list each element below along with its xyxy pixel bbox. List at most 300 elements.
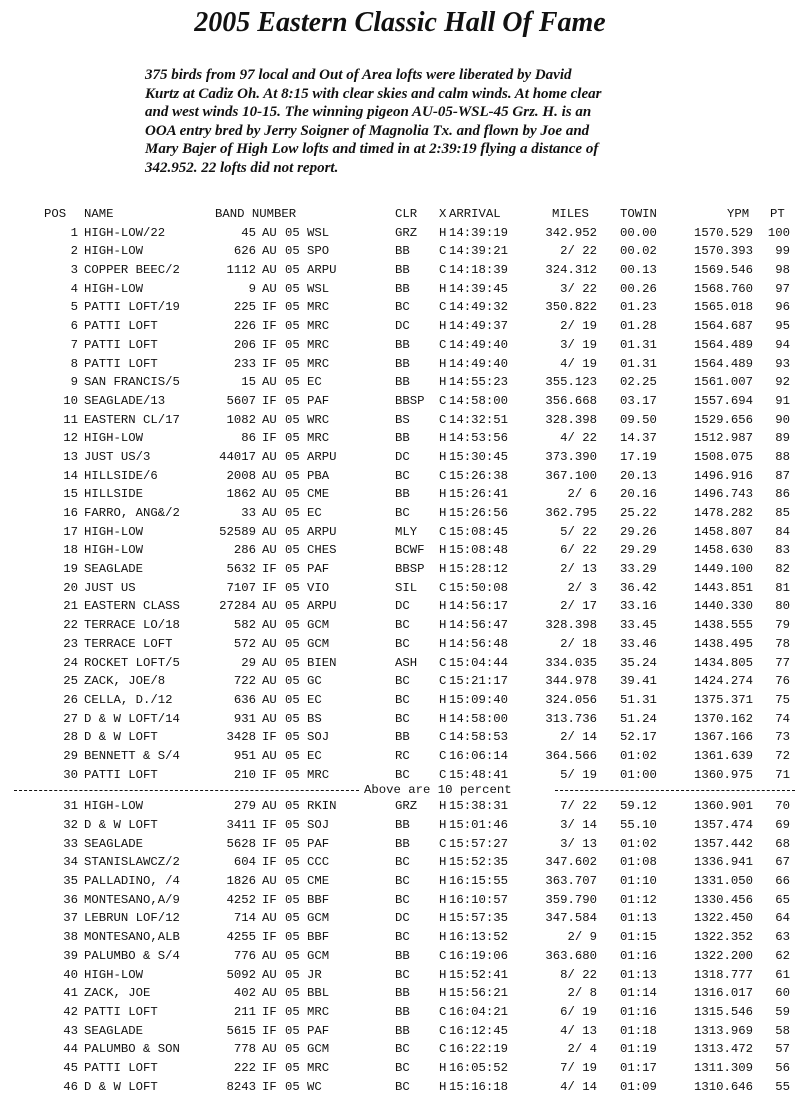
cell-sex: H: [439, 225, 447, 240]
cell-pos: 40: [63, 967, 78, 982]
cell-pos: 30: [63, 767, 78, 782]
cell-towin: 01:02: [620, 836, 657, 851]
cell-year: 05: [285, 244, 300, 259]
cell-points: 73: [775, 730, 790, 745]
cell-miles: 2/ 22: [560, 244, 597, 259]
cell-ypm: 1361.639: [693, 748, 753, 763]
cell-name: BENNETT & S/4: [84, 748, 180, 763]
cell-points: 91: [775, 393, 790, 408]
cell-points: 94: [775, 337, 790, 352]
cell-arrival: 15:16:18: [449, 1079, 509, 1094]
cell-country: IF: [262, 1060, 277, 1075]
cell-club: EC: [307, 748, 322, 763]
cell-towin: 03.17: [620, 393, 657, 408]
cell-band: 206: [233, 337, 256, 352]
cell-pos: 34: [63, 855, 78, 870]
cell-band: 5607: [226, 393, 256, 408]
cell-towin: 36.42: [620, 580, 657, 595]
table-row: [0, 672, 800, 691]
cell-ypm: 1370.162: [693, 711, 753, 726]
cell-year: 05: [285, 618, 300, 633]
table-row: [0, 909, 800, 928]
cell-band: 1082: [226, 412, 256, 427]
cell-arrival: 16:15:55: [449, 874, 509, 889]
table-row: [0, 635, 800, 654]
cell-club: CME: [307, 487, 330, 502]
header-clr: CLR: [395, 207, 418, 221]
cell-arrival: 16:19:06: [449, 948, 509, 963]
cell-pos: 39: [63, 948, 78, 963]
page-title: 2005 Eastern Classic Hall Of Fame: [194, 7, 606, 38]
cell-pos: 17: [63, 524, 78, 539]
cell-arrival: 15:57:35: [449, 911, 509, 926]
cell-year: 05: [285, 393, 300, 408]
cell-ypm: 1496.743: [693, 487, 753, 502]
table-row: [0, 691, 800, 710]
cell-band: 279: [233, 799, 256, 814]
cell-band: 4252: [226, 892, 256, 907]
cell-band: 86: [241, 431, 256, 446]
cell-arrival: 15:26:56: [449, 506, 509, 520]
cell-pos: 37: [63, 911, 78, 926]
cell-club: WSL: [307, 225, 330, 240]
cell-band: 210: [233, 767, 256, 782]
cell-name: PALUMBO & S/4: [84, 948, 180, 963]
cell-year: 05: [285, 599, 300, 614]
cell-towin: 51.24: [620, 711, 657, 726]
cell-sex: H: [439, 449, 447, 464]
cell-ypm: 1336.941: [693, 855, 753, 870]
cell-year: 05: [285, 655, 300, 670]
cell-country: IF: [262, 818, 277, 832]
divider-label: Above are 10 percent: [364, 783, 512, 798]
cell-country: IF: [262, 580, 277, 595]
cell-ypm: 1443.851: [693, 580, 753, 595]
cell-ypm: 1569.546: [693, 263, 753, 278]
cell-band: 5632: [226, 562, 256, 577]
cell-club: MRC: [307, 356, 330, 371]
cell-color: MLY: [395, 524, 418, 539]
cell-miles: 2/ 19: [560, 319, 597, 334]
cell-sex: H: [439, 506, 447, 520]
cell-year: 05: [285, 356, 300, 371]
cell-band: 286: [233, 543, 256, 558]
cell-band: 9: [248, 281, 256, 296]
cell-band: 33: [241, 506, 256, 520]
cell-arrival: 16:05:52: [449, 1060, 509, 1075]
cell-arrival: 15:08:48: [449, 543, 509, 558]
cell-towin: 20.13: [620, 468, 657, 483]
cell-name: COPPER BEEC/2: [84, 263, 180, 278]
cell-miles: 359.790: [545, 892, 597, 907]
cell-club: MRC: [307, 1004, 330, 1019]
cell-pos: 41: [63, 986, 78, 1001]
cell-towin: 01:16: [620, 1004, 657, 1019]
cell-arrival: 15:09:40: [449, 692, 509, 707]
cell-color: DC: [395, 911, 410, 926]
cell-year: 05: [285, 1004, 300, 1019]
cell-ypm: 1458.630: [693, 543, 753, 558]
cell-sex: H: [439, 692, 447, 707]
cell-points: 61: [775, 967, 790, 982]
cell-arrival: 15:01:46: [449, 818, 509, 832]
cell-pos: 21: [63, 599, 78, 614]
cell-country: IF: [262, 836, 277, 851]
cell-color: BB: [395, 986, 410, 1001]
cell-points: 70: [775, 799, 790, 814]
table-row: [0, 298, 800, 317]
cell-points: 75: [775, 692, 790, 707]
cell-color: BC: [395, 767, 410, 782]
cell-towin: 33.46: [620, 636, 657, 651]
cell-club: WRC: [307, 412, 330, 427]
cell-arrival: 14:58:00: [449, 711, 509, 726]
cell-towin: 00.13: [620, 263, 657, 278]
cell-name: HIGH-LOW: [84, 281, 144, 296]
cell-ypm: 1375.371: [693, 692, 753, 707]
cell-color: BBSP: [395, 393, 425, 408]
cell-color: BC: [395, 892, 410, 907]
cell-name: HILLSIDE: [84, 487, 144, 502]
cell-ypm: 1318.777: [693, 967, 753, 982]
cell-band: 1112: [226, 263, 256, 278]
cell-band: 2008: [226, 468, 256, 483]
cell-year: 05: [285, 375, 300, 390]
header-band-number: BAND NUMBER: [215, 207, 297, 221]
cell-color: BC: [395, 930, 410, 945]
cell-band: 8243: [226, 1079, 256, 1094]
cell-miles: 2/ 9: [567, 930, 597, 945]
cell-arrival: 14:53:56: [449, 431, 509, 446]
cell-year: 05: [285, 524, 300, 539]
cell-year: 05: [285, 562, 300, 577]
cell-name: HIGH-LOW: [84, 543, 144, 558]
cell-sex: H: [439, 319, 447, 334]
table-row: [0, 710, 800, 729]
cell-points: 80: [775, 599, 790, 614]
cell-color: BC: [395, 692, 410, 707]
header-name: NAME: [84, 207, 114, 221]
cell-pos: 11: [63, 412, 78, 427]
cell-pos: 38: [63, 930, 78, 945]
cell-arrival: 15:38:31: [449, 799, 509, 814]
cell-country: IF: [262, 1004, 277, 1019]
cell-arrival: 15:52:35: [449, 855, 509, 870]
cell-miles: 2/ 13: [560, 562, 597, 577]
cell-color: ASH: [395, 655, 418, 670]
cell-arrival: 16:10:57: [449, 892, 509, 907]
cell-name: D & W LOFT: [84, 730, 158, 745]
cell-towin: 17.19: [620, 449, 657, 464]
cell-towin: 01.31: [620, 337, 657, 352]
cell-pos: 46: [63, 1079, 78, 1094]
cell-name: PATTI LOFT/19: [84, 300, 180, 315]
cell-sex: H: [439, 967, 447, 982]
cell-sex: C: [439, 244, 447, 259]
cell-pos: 42: [63, 1004, 78, 1019]
cell-color: BB: [395, 281, 410, 296]
cell-towin: 39.41: [620, 674, 657, 689]
cell-color: BB: [395, 1023, 410, 1038]
table-row: [0, 242, 800, 261]
cell-name: LEBRUN LOF/12: [84, 911, 180, 926]
cell-ypm: 1316.017: [693, 986, 753, 1001]
cell-country: AU: [262, 468, 277, 483]
cell-miles: 2/ 8: [567, 986, 597, 1001]
cell-points: 86: [775, 487, 790, 502]
cell-arrival: 15:04:44: [449, 655, 509, 670]
cell-towin: 01:14: [620, 986, 657, 1001]
cell-arrival: 15:28:12: [449, 562, 509, 577]
cell-sex: C: [439, 580, 447, 595]
cell-year: 05: [285, 319, 300, 334]
cell-miles: 334.035: [545, 655, 597, 670]
cell-name: CELLA, D./12: [84, 692, 173, 707]
cell-country: IF: [262, 1079, 277, 1094]
cell-arrival: 14:58:53: [449, 730, 509, 745]
cell-arrival: 14:56:47: [449, 618, 509, 633]
cell-ypm: 1357.442: [693, 836, 753, 851]
cell-points: 58: [775, 1023, 790, 1038]
cell-country: AU: [262, 674, 277, 689]
cell-points: 82: [775, 562, 790, 577]
cell-miles: 7/ 22: [560, 799, 597, 814]
cell-points: 76: [775, 674, 790, 689]
cell-towin: 02.25: [620, 375, 657, 390]
cell-sex: H: [439, 431, 447, 446]
cell-towin: 01:09: [620, 1079, 657, 1094]
table-row: [0, 816, 800, 835]
cell-ypm: 1568.760: [693, 281, 753, 296]
cell-points: 98: [775, 263, 790, 278]
table-row: [0, 355, 800, 374]
cell-color: BC: [395, 1079, 410, 1094]
cell-band: 5628: [226, 836, 256, 851]
cell-year: 05: [285, 730, 300, 745]
cell-band: 29: [241, 655, 256, 670]
cell-sex: H: [439, 281, 447, 296]
top-ten-percent-rows: [0, 224, 800, 785]
table-row: [0, 747, 800, 766]
cell-year: 05: [285, 337, 300, 352]
cell-sex: C: [439, 1042, 447, 1057]
cell-points: 69: [775, 818, 790, 832]
cell-country: IF: [262, 356, 277, 371]
cell-ypm: 1438.555: [693, 618, 753, 633]
cell-band: 714: [233, 911, 256, 926]
cell-club: CHES: [307, 543, 337, 558]
cell-sex: C: [439, 948, 447, 963]
cell-year: 05: [285, 930, 300, 945]
cell-miles: 324.312: [545, 263, 597, 278]
cell-club: ARPU: [307, 524, 337, 539]
cell-points: 64: [775, 911, 790, 926]
cell-points: 84: [775, 524, 790, 539]
cell-ypm: 1508.075: [693, 449, 753, 464]
cell-points: 60: [775, 986, 790, 1001]
table-row: [0, 966, 800, 985]
cell-miles: 363.680: [545, 948, 597, 963]
cell-points: 87: [775, 468, 790, 483]
cell-club: EC: [307, 692, 322, 707]
cell-band: 7107: [226, 580, 256, 595]
summary-line: and west winds 10-15. The winning pigeon AU-05-WSL-45 Grz. H. is an: [145, 104, 592, 120]
cell-towin: 01:00: [620, 767, 657, 782]
cell-towin: 01:19: [620, 1042, 657, 1057]
cell-name: JUST US/3: [84, 449, 151, 464]
cell-miles: 356.668: [545, 393, 597, 408]
cell-color: BB: [395, 244, 410, 259]
cell-club: PAF: [307, 836, 330, 851]
cell-ypm: 1322.200: [693, 948, 753, 963]
cell-points: 71: [775, 767, 790, 782]
cell-arrival: 15:08:45: [449, 524, 509, 539]
cell-sex: H: [439, 487, 447, 502]
cell-miles: 342.952: [545, 225, 597, 240]
cell-club: SPO: [307, 244, 330, 259]
cell-sex: C: [439, 655, 447, 670]
cell-pos: 32: [63, 818, 78, 832]
cell-country: AU: [262, 748, 277, 763]
cell-arrival: 15:30:45: [449, 449, 509, 464]
cell-points: 68: [775, 836, 790, 851]
cell-year: 05: [285, 818, 300, 832]
cell-arrival: 16:13:52: [449, 930, 509, 945]
table-row: [0, 1059, 800, 1078]
table-row: [0, 984, 800, 1003]
cell-color: BB: [395, 356, 410, 371]
cell-name: HIGH-LOW: [84, 799, 144, 814]
table-row: [0, 616, 800, 635]
header-miles: MILES: [552, 207, 589, 221]
cell-club: GCM: [307, 618, 330, 633]
cell-towin: 00.00: [620, 225, 657, 240]
cell-towin: 29.29: [620, 543, 657, 558]
cell-club: GCM: [307, 1042, 330, 1057]
cell-pos: 35: [63, 874, 78, 889]
cell-color: BC: [395, 874, 410, 889]
cell-sex: C: [439, 412, 447, 427]
cell-points: 77: [775, 655, 790, 670]
cell-miles: 367.100: [545, 468, 597, 483]
cell-band: 222: [233, 1060, 256, 1075]
table-row: [0, 766, 800, 785]
cell-pos: 13: [63, 449, 78, 464]
cell-club: BBL: [307, 986, 330, 1001]
cell-name: TERRACE LO/18: [84, 618, 180, 633]
cell-year: 05: [285, 892, 300, 907]
cell-color: BB: [395, 948, 410, 963]
cell-arrival: 14:49:40: [449, 337, 509, 352]
header-pos: POS: [44, 207, 67, 221]
cell-sex: H: [439, 892, 447, 907]
cell-miles: 4/ 14: [560, 1079, 597, 1094]
cell-ypm: 1322.450: [693, 911, 753, 926]
cell-sex: H: [439, 799, 447, 814]
cell-points: 97: [775, 281, 790, 296]
cell-pos: 18: [63, 543, 78, 558]
table-row: [0, 224, 800, 243]
cell-band: 45: [241, 225, 256, 240]
cell-country: IF: [262, 1023, 277, 1038]
cell-towin: 35.24: [620, 655, 657, 670]
cell-name: MONTESANO,ALB: [84, 930, 180, 945]
cell-club: ARPU: [307, 449, 337, 464]
cell-ypm: 1367.166: [693, 730, 753, 745]
cell-pos: 26: [63, 692, 78, 707]
cell-sex: H: [439, 375, 447, 390]
cell-club: ARPU: [307, 599, 337, 614]
cell-arrival: 14:32:51: [449, 412, 509, 427]
cell-pos: 45: [63, 1060, 78, 1075]
cell-country: IF: [262, 767, 277, 782]
cell-towin: 09.50: [620, 412, 657, 427]
cell-name: PATTI LOFT: [84, 1060, 158, 1075]
cell-towin: 00.02: [620, 244, 657, 259]
cell-club: PAF: [307, 562, 330, 577]
cell-arrival: 14:39:21: [449, 244, 509, 259]
cell-year: 05: [285, 948, 300, 963]
cell-color: GRZ: [395, 799, 418, 814]
cell-miles: 347.602: [545, 855, 597, 870]
cell-pos: 33: [63, 836, 78, 851]
cell-points: 57: [775, 1042, 790, 1057]
cell-miles: 328.398: [545, 618, 597, 633]
cell-towin: 33.45: [620, 618, 657, 633]
cell-ypm: 1564.489: [693, 337, 753, 352]
cell-miles: 2/ 6: [567, 487, 597, 502]
cell-name: PATTI LOFT: [84, 337, 158, 352]
cell-pos: 29: [63, 748, 78, 763]
divider-line-left: [14, 790, 359, 791]
cell-club: MRC: [307, 1060, 330, 1075]
cell-miles: 350.822: [545, 300, 597, 315]
cell-color: BC: [395, 711, 410, 726]
cell-ypm: 1331.050: [693, 874, 753, 889]
cell-band: 582: [233, 618, 256, 633]
cell-club: SOJ: [307, 730, 330, 745]
cell-country: AU: [262, 618, 277, 633]
table-row: [0, 280, 800, 299]
table-row: [0, 1003, 800, 1022]
cell-miles: 7/ 19: [560, 1060, 597, 1075]
cell-color: BB: [395, 818, 410, 832]
cell-miles: 2/ 18: [560, 636, 597, 651]
cell-club: EC: [307, 375, 322, 390]
cell-country: AU: [262, 967, 277, 982]
cell-arrival: 14:56:17: [449, 599, 509, 614]
cell-miles: 6/ 19: [560, 1004, 597, 1019]
cell-color: BC: [395, 468, 410, 483]
cell-towin: 01.31: [620, 356, 657, 371]
cell-club: PAF: [307, 1023, 330, 1038]
cell-country: IF: [262, 431, 277, 446]
cell-country: AU: [262, 599, 277, 614]
cell-name: EASTERN CLASS: [84, 599, 180, 614]
cell-country: AU: [262, 874, 277, 889]
cell-towin: 01:16: [620, 948, 657, 963]
cell-towin: 01:17: [620, 1060, 657, 1075]
cell-band: 225: [233, 300, 256, 315]
cell-club: CCC: [307, 855, 330, 870]
cell-ypm: 1496.916: [693, 468, 753, 483]
cell-year: 05: [285, 636, 300, 651]
cell-ypm: 1313.969: [693, 1023, 753, 1038]
cell-year: 05: [285, 281, 300, 296]
cell-sex: H: [439, 618, 447, 633]
table-row: [0, 467, 800, 486]
cell-color: BB: [395, 263, 410, 278]
